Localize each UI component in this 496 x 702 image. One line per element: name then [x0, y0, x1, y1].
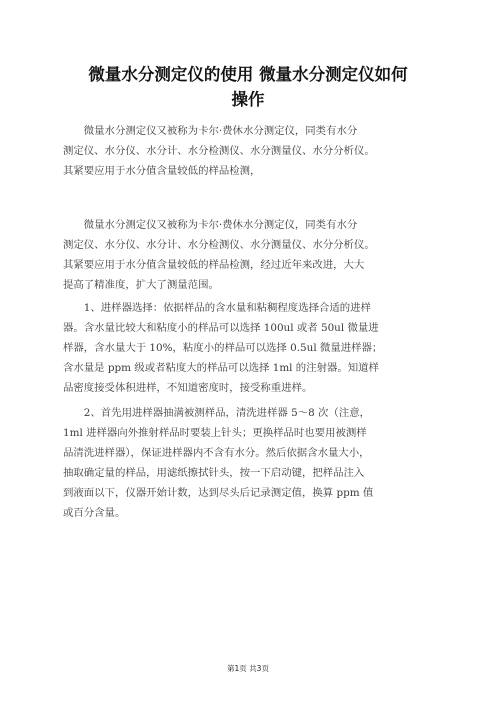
text-line: 微量水分测定仪又被称为卡尔·费休水分测定仪，同类有水分	[63, 125, 358, 137]
text-line: 1ml 进样器向外推射样品时要装上针头；更换样品时也要用被测样	[63, 426, 367, 439]
page-footer: 第1页 共3页	[227, 664, 269, 673]
paragraph-step-1	[63, 299, 435, 399]
text-line: 测定仪、水分仪、水分计、水分检测仪、水分测量仪、水分分析仪。	[63, 144, 375, 157]
title-line: 微量水分测定仪的使用 微量水分测定仪如何	[88, 65, 408, 84]
paragraph-step-2	[63, 404, 435, 523]
paragraph-overview	[63, 216, 435, 296]
text-line: 到液面以下，仪器开始计数，达到尽头后记录测定值，换算 ppm 值	[63, 486, 374, 499]
text-line: 其紧要应用于水分值含量较低的样品检测，经过近年来改进，大大	[63, 258, 365, 271]
text-line: 测定仪、水分仪、水分计、水分检测仪、水分测量仪、水分分析仪。	[63, 238, 375, 251]
text-line: 品密度接受体积进样，不知道密度时，接受称重进样。	[63, 381, 313, 394]
text-line: 其紧要应用于水分值含量较低的样品检测，	[63, 164, 261, 177]
text-line: 品清洗进样器），保证进样器内不含有水分。然后依据含水量大小，	[63, 446, 370, 459]
text-line: 或百分含量。	[63, 506, 126, 519]
text-line: 微量水分测定仪又被称为卡尔·费休水分测定仪，同类有水分	[63, 219, 358, 231]
text-line: 2、首先用进样器抽满被测样品，清洗进样器 5～8 次（注意，	[63, 407, 370, 419]
title-line: 操作	[231, 90, 265, 109]
text-line: 含水量是 ppm 级或者粘度大的样品可以选择 1ml 的注射器。知道样	[63, 361, 379, 374]
text-line: 样器，含水量大于 10%，粘度小的样品可以选择 0.5ul 微量进样器；	[63, 341, 383, 354]
paragraph-intro	[63, 122, 435, 182]
document-title	[60, 62, 436, 112]
text-line: 1、进样器选择：依据样品的含水量和粘稠程度选择合适的进样	[63, 302, 371, 314]
text-line: 器。含水量比较大和粘度小的样品可以选择 100ul 或者 50ul 微量进	[63, 321, 379, 334]
text-line: 提高了精准度，扩大了测量范围。	[63, 278, 219, 291]
text-line: 抽取确定量的样品，用滤纸擦拭针头，按一下启动键，把样品注入	[63, 466, 365, 479]
